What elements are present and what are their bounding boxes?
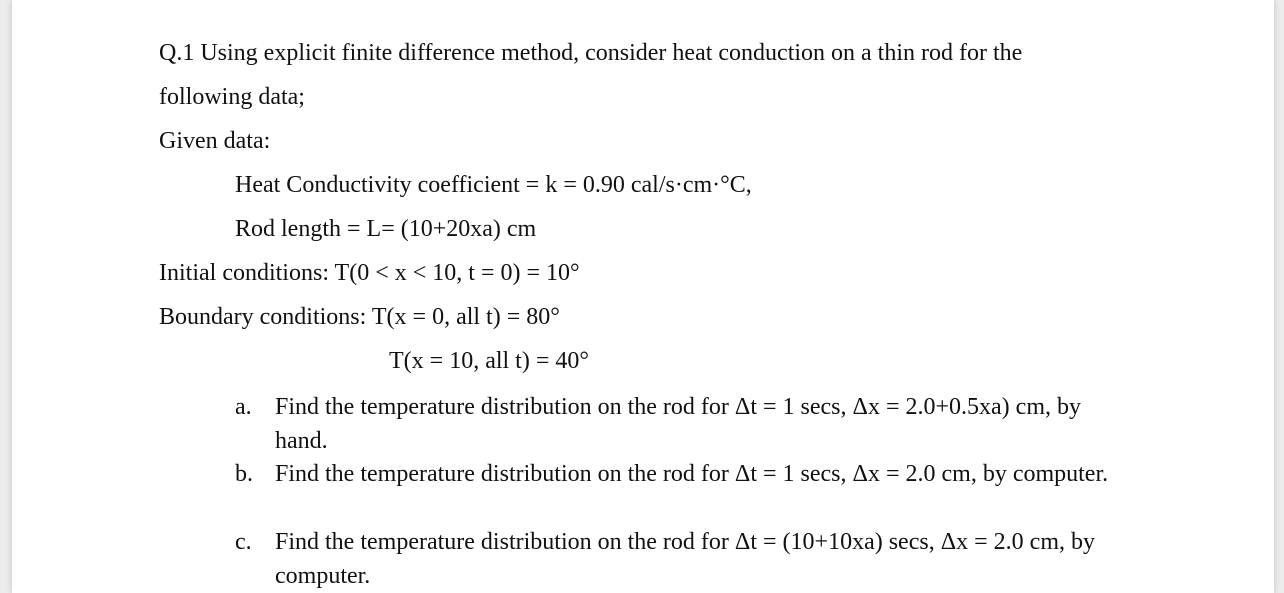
boundary-conditions-line-1: Boundary conditions: T(x = 0, all t) = 80° — [159, 304, 560, 330]
question-line-2: following data; — [159, 84, 305, 110]
list-marker: b. — [235, 461, 253, 487]
conductivity-line: Heat Conductivity coefficient = k = 0.90 cal/s·cm·°C, — [235, 172, 752, 198]
list-item-text: Find the temperature distribution on the rod for Δt = (10+10xa) secs, Δx = 2.0 cm, by computer. — [275, 529, 1095, 589]
question-line-1: Q.1 Using explicit finite difference method, consider heat conduction on a thin rod for the — [159, 40, 1023, 66]
list-marker: c. — [235, 529, 252, 555]
boundary-conditions-line-2: T(x = 10, all t) = 40° — [389, 348, 589, 374]
given-data-heading: Given data: — [159, 128, 271, 154]
list-item-text: Find the temperature distribution on the rod for Δt = 1 secs, Δx = 2.0 cm, by computer. — [275, 461, 1109, 487]
list-item-text: Find the temperature distribution on the rod for Δt = 1 secs, Δx = 2.0+0.5xa) cm, by hand. — [275, 394, 1081, 454]
rod-length-line: Rod length = L= (10+20xa) cm — [235, 216, 537, 242]
document-page — [12, 0, 1274, 593]
list-marker: a. — [235, 394, 252, 420]
initial-conditions-line: Initial conditions: T(0 < x < 10, t = 0) = 10° — [159, 260, 580, 286]
